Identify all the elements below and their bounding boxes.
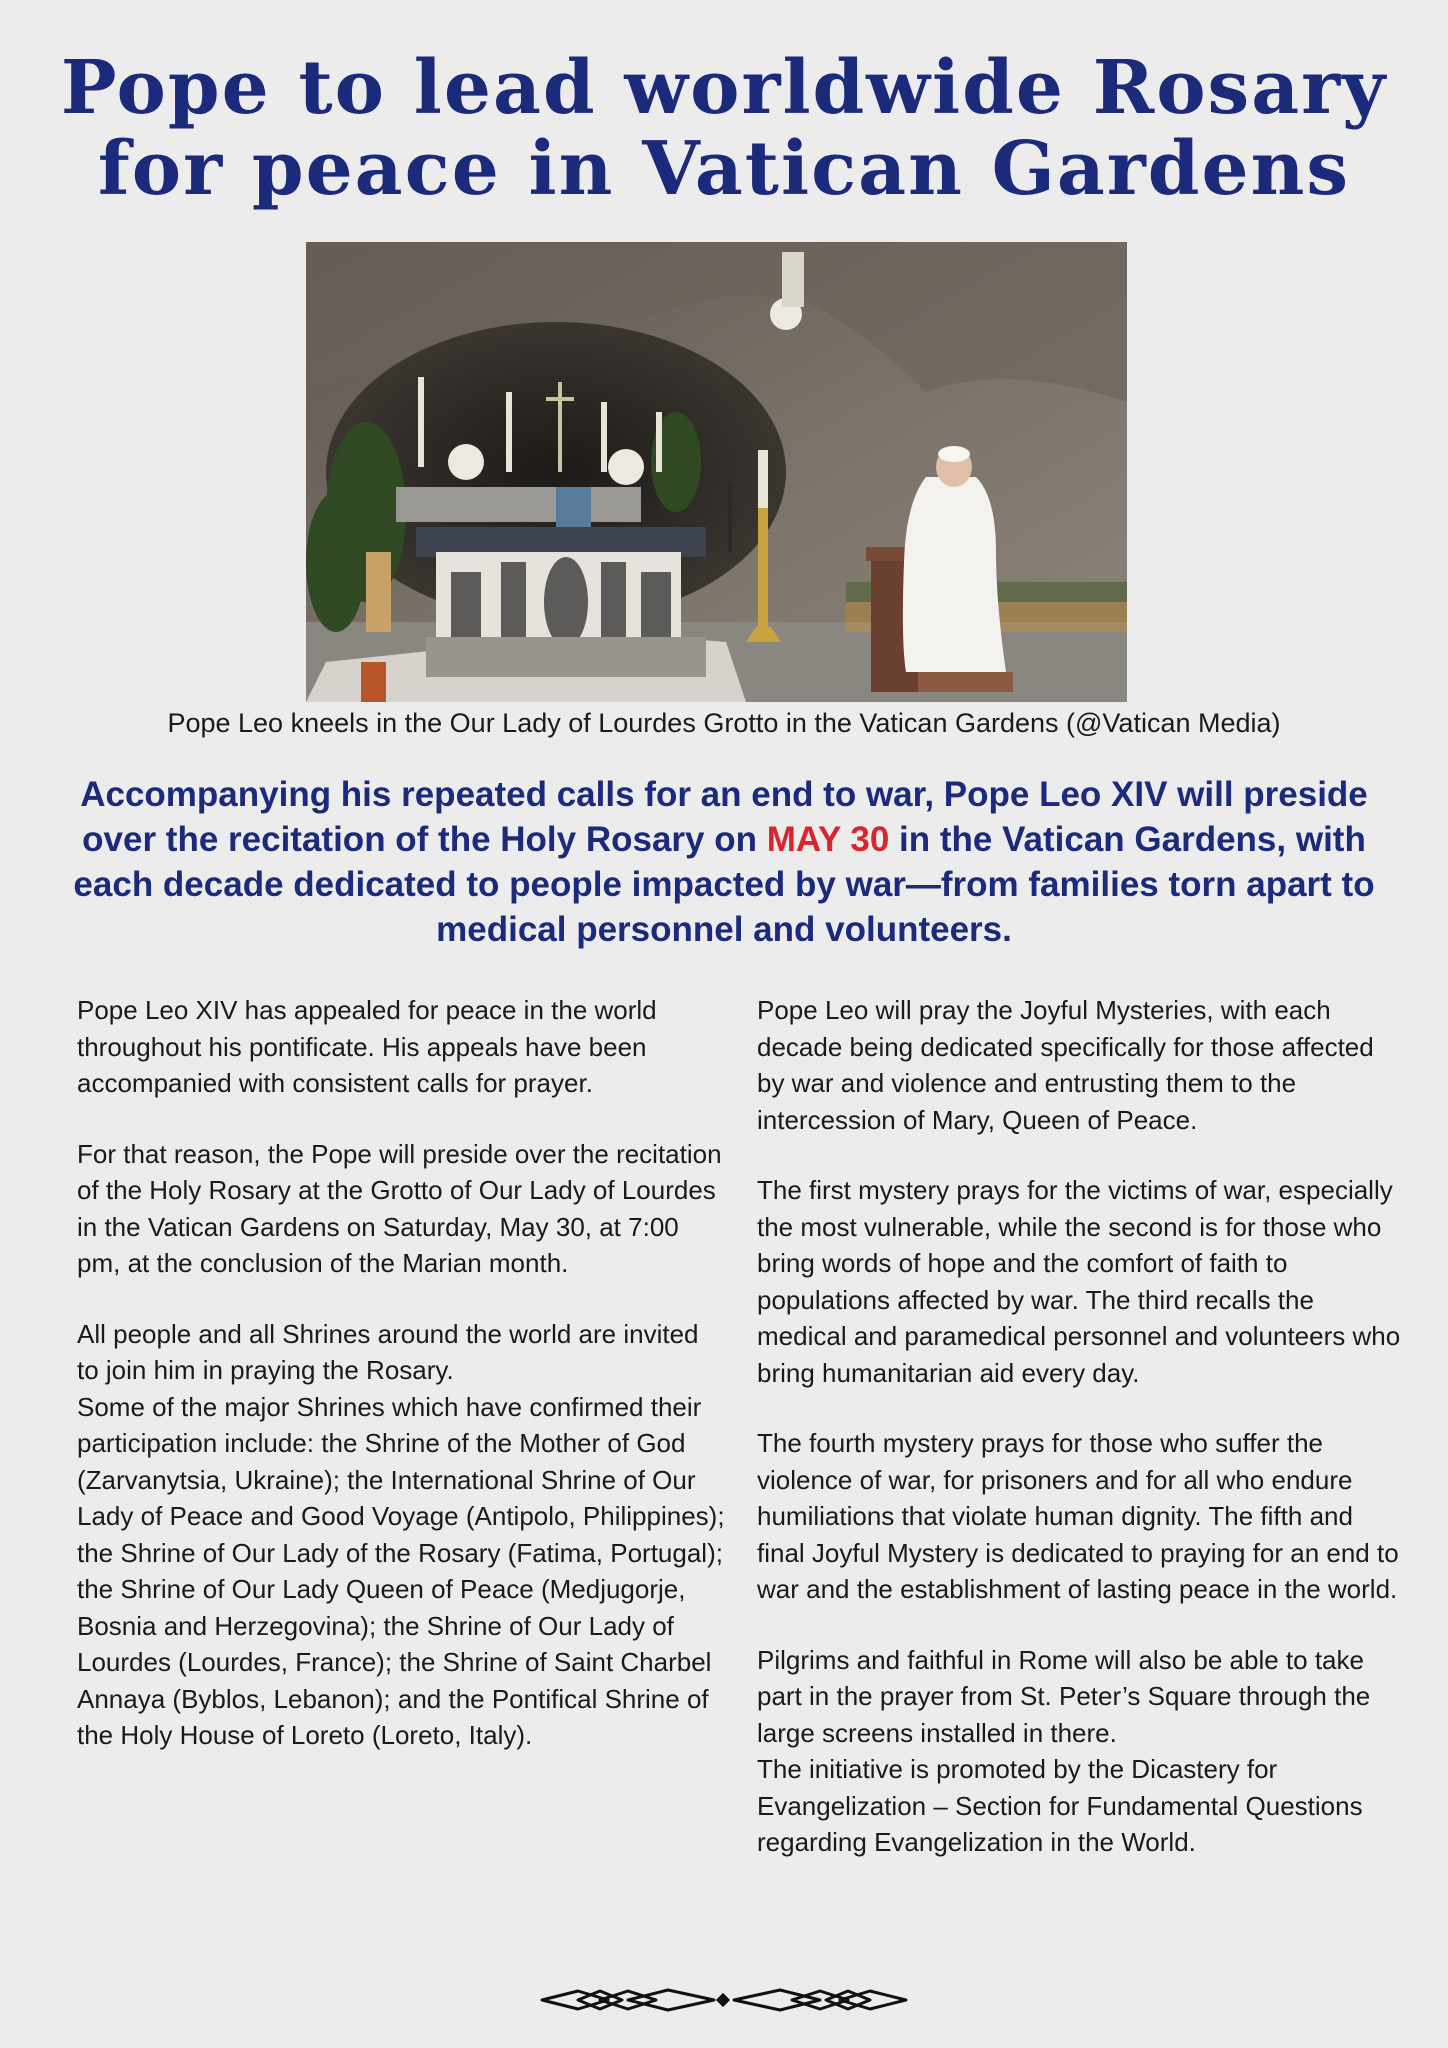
right-paragraph-4-pilgrims: Pilgrims and faithful in Rome will also be able to take part in the prayer from St. Peter’s Square through the large screens installed in there. (757, 1644, 1371, 1748)
headline (0, 45, 1448, 213)
grotto-photo (306, 242, 1127, 702)
right-paragraph-4 (757, 1642, 1407, 1861)
right-paragraph-3: The fourth mystery prays for those who suffer the violence of war, for prisoners and for all who endure humiliations that violate human dignity. The fifth and final Joyful Mystery is dedicated to praying for an end to war and the establishment of lasting peace in the world. (757, 1428, 1399, 1604)
right-paragraph-1: Pope Leo will pray the Joyful Mysteries, with each decade being dedicated specifically for those affected by war and violence and entrusting them to the intercession of Mary, Queen of Peace. (757, 995, 1374, 1135)
left-paragraph-3-intro: All people and all Shrines around the world are invited to join him in praying the Rosary. (77, 1318, 699, 1385)
lead-text-after: in the Vatican Gardens, with each decade dedicated to people impacted by war—from families torn apart to medical personnel and volunteers. (73, 820, 1375, 949)
left-paragraph-1: Pope Leo XIV has appealed for peace in the world throughout his pontificate. His appeals have been accompanied with consistent calls for prayer. (77, 995, 657, 1098)
photo-caption: Pope Leo kneels in the Our Lady of Lourdes Grotto in the Vatican Gardens (@Vatican Media) (167, 708, 1281, 738)
headline-line-2: for peace in Vatican Gardens (97, 126, 1351, 213)
lead-paragraph (60, 772, 1388, 952)
lead-text-before: Accompanying his repeated calls for an end to war, Pope Leo XIV will preside over the recitation of the Holy Rosary on (80, 775, 1368, 859)
left-paragraph-3 (77, 1316, 725, 1754)
left-column (77, 992, 725, 1788)
right-column (757, 992, 1407, 1895)
right-paragraph-4-initiative: The initiative is promoted by the Dicastery for Evangelization – Section for Fundamental Questions regarding Evangelization in the World. (757, 1754, 1363, 1857)
left-paragraph-3-shrines: Some of the major Shrines which have confirmed their participation include: the Shrine of the Mother of God (Zarvanytsia, Ukraine); the International Shrine of Our Lady of Peace and Good Voyage (Antipolo, Philippines); the Shrine of Our Lady of the Rosary (Fatima, Portugal); the Shrine of Our Lady Queen of Peace (Medjugorje, Bosnia and Herzegovina); the Shrine of Our Lady of Lourdes (Lourdes, France); the Shrine of Saint Charbel Annaya (Byblos, Lebanon); and the Pontifical Shrine of the Holy House of Loreto (Loreto, Italy). (77, 1391, 725, 1750)
headline-line-1: Pope to lead worldwide Rosary (60, 45, 1388, 131)
left-paragraph-2: For that reason, the Pope will preside over the recitation of the Holy Rosary at the Grotto of Our Lady of Lourdes in the Vatican Gardens on Saturday, May 30, at 7:00 pm, at the conclusion of the Marian month. (77, 1138, 722, 1278)
lead-date-highlight: MAY 30 (766, 820, 890, 859)
decorative-divider-icon (538, 1985, 910, 2015)
right-paragraph-2: The first mystery prays for the victims of war, especially the most vulnerable, while the second is for those who bring words of hope and the comfort of faith to populations affected by war. The third recalls the medical and paramedical personnel and volunteers who bring humanitarian aid every day. (757, 1175, 1401, 1388)
